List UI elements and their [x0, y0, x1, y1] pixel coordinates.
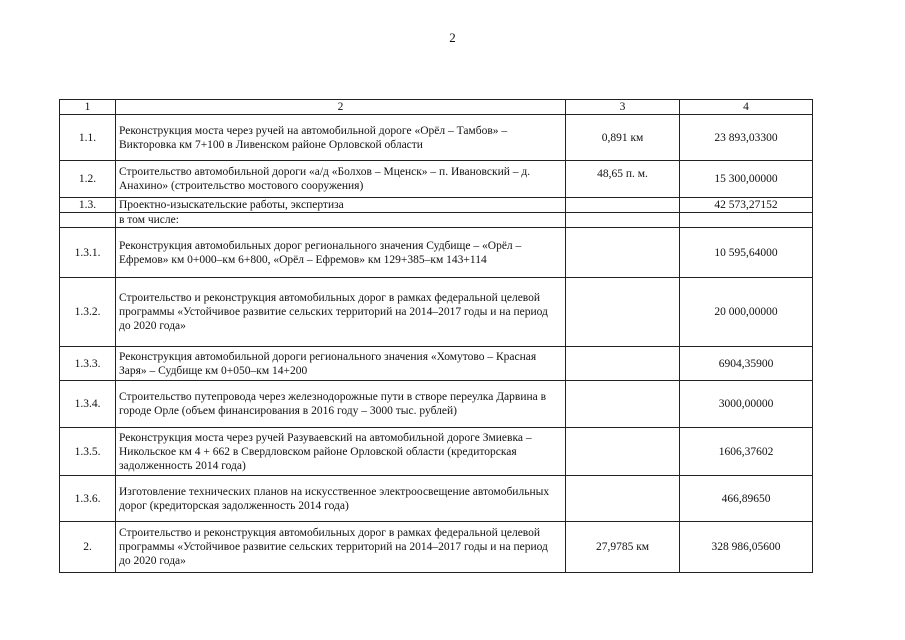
row-quantity	[566, 278, 680, 347]
row-quantity	[566, 347, 680, 381]
row-quantity	[566, 228, 680, 278]
table-row	[60, 198, 813, 213]
row-number: 1.3.5.	[60, 428, 116, 476]
row-quantity	[566, 198, 680, 213]
row-quantity: 48,65 п. м.	[566, 161, 680, 198]
row-amount: 10 595,64000	[680, 228, 813, 278]
table-row	[60, 522, 813, 573]
row-quantity: 0,891 км	[566, 115, 680, 161]
page-number: 2	[449, 30, 456, 45]
table-row	[60, 213, 813, 228]
header-col-3: 3	[566, 100, 680, 115]
row-amount: 42 573,27152	[680, 198, 813, 213]
row-number: 1.3.	[60, 198, 116, 213]
row-name: Реконструкция моста через ручей Разуваевский на автомобильной дороге Змиевка – Никольское км 4 + 662 в Свердловском районе Орловской области (кредиторская задолженность 2014 года)	[116, 428, 566, 476]
row-amount: 15 300,00000	[680, 161, 813, 198]
row-amount: 328 986,05600	[680, 522, 813, 573]
budget-table	[59, 99, 813, 573]
table-row	[60, 228, 813, 278]
row-number: 1.3.2.	[60, 278, 116, 347]
row-amount: 3000,00000	[680, 381, 813, 428]
table-row	[60, 161, 813, 198]
table-row	[60, 347, 813, 381]
row-amount: 6904,35900	[680, 347, 813, 381]
header-col-2: 2	[116, 100, 566, 115]
row-quantity	[566, 213, 680, 228]
row-name: Строительство и реконструкция автомобильных дорог в рамках федеральной целевой программы «Устойчивое развитие сельских территорий на 2014–2017 годы и на период до 2020 года»	[116, 278, 566, 347]
row-quantity	[566, 381, 680, 428]
row-number: 1.2.	[60, 161, 116, 198]
row-amount: 20 000,00000	[680, 278, 813, 347]
table-row	[60, 278, 813, 347]
row-name: Строительство и реконструкция автомобильных дорог в рамках федеральной целевой программы «Устойчивое развитие сельских территорий на 2014–2017 годы и на период до 2020 года»	[116, 522, 566, 573]
row-number: 1.3.4.	[60, 381, 116, 428]
table-row	[60, 115, 813, 161]
row-name: Реконструкция моста через ручей на автомобильной дороге «Орёл – Тамбов» – Викторовка км 7+100 в Ливенском районе Орловской области	[116, 115, 566, 161]
table-row	[60, 428, 813, 476]
row-quantity	[566, 428, 680, 476]
row-amount	[680, 213, 813, 228]
row-number: 1.3.6.	[60, 476, 116, 522]
row-name: Реконструкция автомобильных дорог регионального значения Судбище – «Орёл – Ефремов» км 0+000–км 6+800, «Орёл – Ефремов» км 129+385–км 143+114	[116, 228, 566, 278]
row-name: Изготовление технических планов на искусственное электроосвещение автомобильных дорог (кредиторская задолженность 2014 года)	[116, 476, 566, 522]
header-col-1: 1	[60, 100, 116, 115]
row-amount: 23 893,03300	[680, 115, 813, 161]
row-name: Строительство путепровода через железнодорожные пути в створе переулка Дарвина в городе Орле (объем финансирования в 2016 году – 3000 тыс. рублей)	[116, 381, 566, 428]
row-name: Проектно-изыскательские работы, экспертиза	[116, 198, 566, 213]
row-amount: 1606,37602	[680, 428, 813, 476]
row-name: в том числе:	[116, 213, 566, 228]
row-amount: 466,89650	[680, 476, 813, 522]
header-row	[60, 100, 813, 115]
row-number: 1.3.3.	[60, 347, 116, 381]
row-name: Реконструкция автомобильной дороги регионального значения «Хомутово – Красная Заря» – Судбище км 0+050–км 14+200	[116, 347, 566, 381]
table-row	[60, 381, 813, 428]
row-number: 2.	[60, 522, 116, 573]
header-col-4: 4	[680, 100, 813, 115]
row-quantity: 27,9785 км	[566, 522, 680, 573]
row-name: Строительство автомобильной дороги «а/д «Болхов – Мценск» – п. Ивановский – д. Анахино» (строительство мостового сооружения)	[116, 161, 566, 198]
table-row	[60, 476, 813, 522]
row-number: 1.3.1.	[60, 228, 116, 278]
row-number	[60, 213, 116, 228]
row-quantity	[566, 476, 680, 522]
row-number: 1.1.	[60, 115, 116, 161]
